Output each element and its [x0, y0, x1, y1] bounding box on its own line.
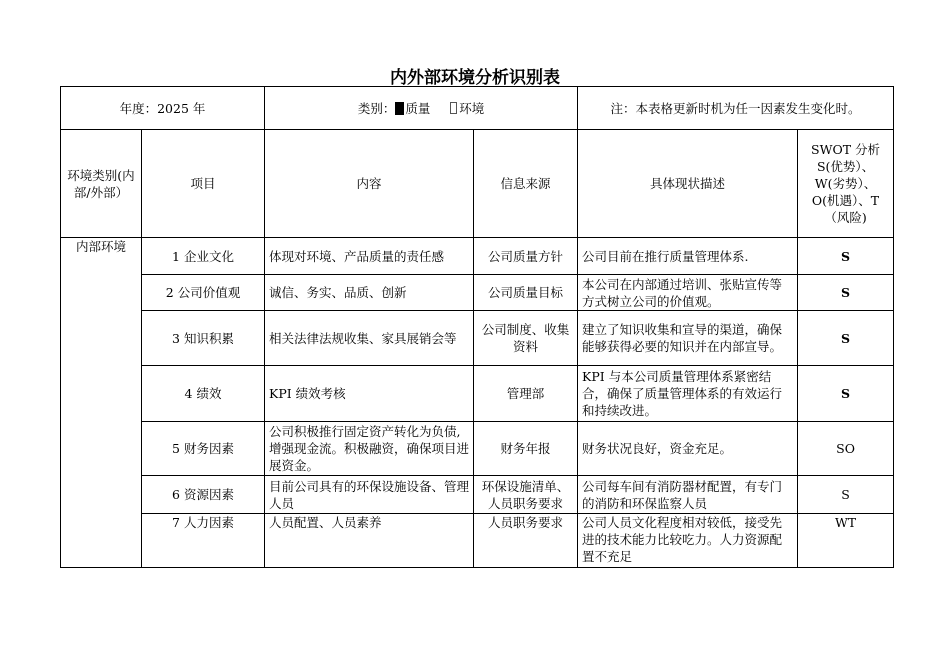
table-row: [61, 476, 894, 514]
env-category-cell: 内部环境: [61, 238, 142, 568]
content-cell: 公司积极推行固定资产转化为负债,增强现金流。积极融资，确保项目进展资金。: [265, 422, 474, 476]
source-cell: 管理部: [474, 366, 578, 422]
table-row: [61, 422, 894, 476]
table-row: [61, 311, 894, 366]
header-desc: 具体现状描述: [578, 130, 798, 238]
info-row: [61, 87, 894, 130]
table-row: [61, 514, 894, 568]
header-row: [61, 130, 894, 238]
category-label: 类别：: [357, 100, 396, 116]
desc-cell: 公司人员文化程度相对较低，接受先进的技术能力比较吃力。人力资源配置不充足: [578, 514, 798, 568]
header-content: 内容: [265, 130, 474, 238]
swot-cell: WT: [798, 514, 894, 568]
category-env: 环境: [459, 100, 485, 116]
table-row: [61, 238, 894, 275]
desc-cell: 公司每车间有消防器材配置，有专门的消防和环保监察人员: [578, 476, 798, 514]
source-cell: 环保设施清单、人员职务要求: [474, 476, 578, 514]
source-cell: 财务年报: [474, 422, 578, 476]
desc-cell: 公司目前在推行质量管理体系.: [578, 238, 798, 275]
content-cell: 相关法律法规收集、家具展销会等: [265, 311, 474, 366]
swot-cell: S: [798, 476, 894, 514]
note-cell: 注：本表格更新时机为任一因素发生变化时。: [578, 87, 894, 130]
source-cell: 公司质量方针: [474, 238, 578, 275]
content-cell: 人员配置、人员素养: [265, 514, 474, 568]
analysis-table: [60, 86, 894, 568]
source-cell: 公司制度、收集资料: [474, 311, 578, 366]
content-cell: 诚信、务实、品质、创新: [265, 275, 474, 311]
content-cell: KPI 绩效考核: [265, 366, 474, 422]
source-cell: 人员职务要求: [474, 514, 578, 568]
desc-cell: 财务状况良好，资金充足。: [578, 422, 798, 476]
header-env-type: 环境类别(内部/外部）: [61, 130, 142, 238]
swot-cell: S: [798, 238, 894, 275]
swot-cell: SO: [798, 422, 894, 476]
header-source: 信息来源: [474, 130, 578, 238]
source-cell: 公司质量目标: [474, 275, 578, 311]
header-item: 项目: [142, 130, 265, 238]
item-cell: 7 人力因素: [142, 514, 265, 568]
swot-cell: S: [798, 311, 894, 366]
unchecked-box-icon[interactable]: [450, 102, 457, 114]
item-cell: 5 财务因素: [142, 422, 265, 476]
table-row: [61, 275, 894, 311]
item-cell: 3 知识积累: [142, 311, 265, 366]
desc-cell: 本公司在内部通过培训、张贴宣传等方式树立公司的价值观。: [578, 275, 798, 311]
table-row: [61, 366, 894, 422]
header-swot: SWOT 分析 S(优势）、W(劣势）、O(机遇）、T（风险): [798, 130, 894, 238]
category-cell: [265, 87, 578, 130]
page-title: 内外部环境分析识别表: [390, 68, 560, 88]
category-quality: 质量: [405, 100, 431, 116]
checked-box-icon[interactable]: [395, 102, 404, 115]
content-cell: 目前公司具有的环保设施设备、管理人员: [265, 476, 474, 514]
item-cell: 1 企业文化: [142, 238, 265, 275]
item-cell: 2 公司价值观: [142, 275, 265, 311]
year-cell: 年度：2025 年: [61, 87, 265, 130]
item-cell: 6 资源因素: [142, 476, 265, 514]
desc-cell: 建立了知识收集和宣导的渠道，确保能够获得必要的知识并在内部宣导。: [578, 311, 798, 366]
desc-cell: KPI 与本公司质量管理体系紧密结合，确保了质量管理体系的有效运行和持续改进。: [578, 366, 798, 422]
content-cell: 体现对环境、产品质量的责任感: [265, 238, 474, 275]
swot-cell: S: [798, 366, 894, 422]
item-cell: 4 绩效: [142, 366, 265, 422]
swot-cell: S: [798, 275, 894, 311]
